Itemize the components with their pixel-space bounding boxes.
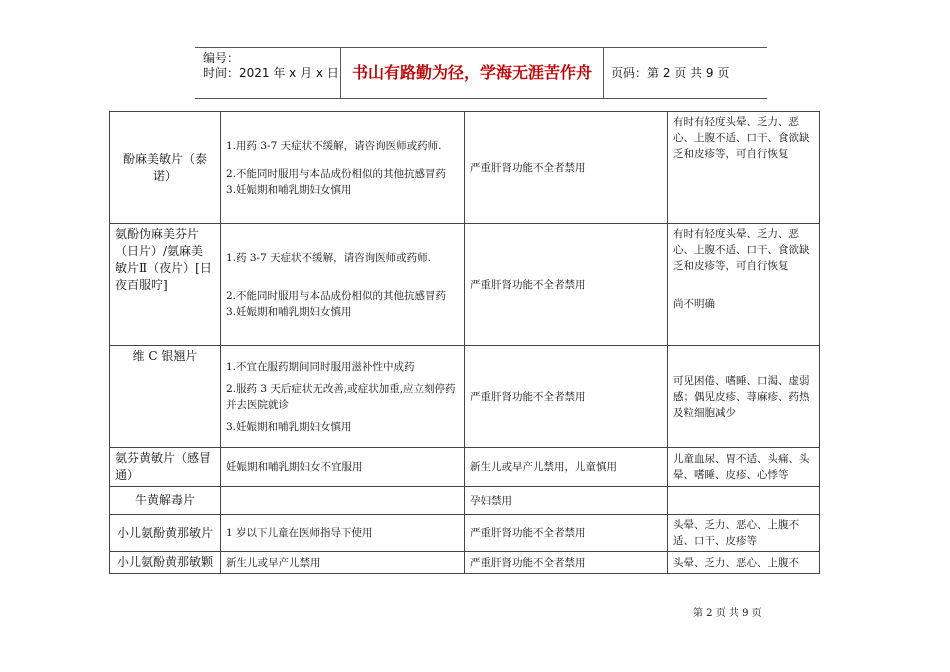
table-row — [110, 448, 820, 487]
adverse-line: 有时有轻度头晕、乏力、恶心、上腹不适、口干、食欲缺乏和皮疹等，可自行恢复 — [673, 116, 810, 160]
drug-notes — [221, 112, 465, 224]
drug-name: 维 C 银翘片 — [110, 346, 221, 448]
drug-notes: 新生儿或早产儿禁用 — [221, 552, 465, 574]
drug-adverse: 头晕、乏力、恶心、上腹不适、口干、皮疹等 — [668, 515, 820, 552]
page-header — [195, 47, 767, 99]
table-row — [110, 552, 820, 574]
header-meta — [195, 48, 341, 98]
note-line: 2.服药 3 天后症状无改善,或症状加重,应立刻停药并去医院就诊 — [226, 382, 456, 411]
header-page-label: 页码：第 2 页 共 9 页 — [611, 66, 730, 80]
drug-name: 小儿氨酚黄那敏片 — [110, 515, 221, 552]
adverse-line: 尚不明确 — [673, 298, 715, 310]
drug-contraindication: 严重肝肾功能不全者禁用 — [465, 346, 668, 448]
note-line: 1.不宜在服药期间同时服用滋补性中成药 — [226, 360, 415, 373]
drug-name: 牛黄解毒片 — [110, 487, 221, 515]
adverse-line: 有时有轻度头晕、乏力、恶心、上腹不适、口干、食欲缺乏和皮疹等，可自行恢复 — [673, 228, 810, 272]
drug-contraindication: 严重肝肾功能不全者禁用 — [465, 552, 668, 574]
number-label: 编号： — [203, 51, 240, 65]
drug-name: 酚麻美敏片（泰诺） — [110, 112, 221, 224]
drug-contraindication: 孕妇禁用 — [465, 487, 668, 515]
drug-notes — [221, 346, 465, 448]
note-line: 1.药 3-7 天症状不缓解，请咨询医师或药师. — [226, 251, 431, 264]
drug-adverse — [668, 487, 820, 515]
drug-adverse: 可见困倦、嗜睡、口渴、虚弱感；偶见皮疹、荨麻疹、药热及粒细胞减少 — [668, 346, 820, 448]
table-row — [110, 515, 820, 552]
drug-adverse: 儿童血尿、胃不适、头痛、头晕、嗜睡、皮疹、心悸等 — [668, 448, 820, 487]
drug-name: 氨芬黄敏片（感冒通） — [110, 448, 221, 487]
note-line: 1.用药 3-7 天症状不缓解，请咨询医师或药师. — [226, 139, 442, 152]
note-line: 3.妊娠期和哺乳期妇女慎用 — [226, 420, 352, 433]
note-line: 3.妊娠期和哺乳期妇女慎用 — [226, 305, 352, 318]
drug-contraindication: 新生儿或早产儿禁用，儿童慎用 — [465, 448, 668, 487]
note-line: 2.不能同时服用与本品成份相似的其他抗感冒药 — [226, 289, 447, 302]
table-row — [110, 224, 820, 346]
drug-notes: 妊娠期和哺乳期妇女不宜服用 — [221, 448, 465, 487]
drug-notes: 1 岁以下儿童在医师指导下使用 — [221, 515, 465, 552]
drug-adverse: 头晕、乏力、恶心、上腹不 — [668, 552, 820, 574]
note-line: 2.不能同时服用与本品成份相似的其他抗感冒药 — [226, 167, 447, 180]
drug-contraindication: 严重肝肾功能不全者禁用 — [465, 224, 668, 346]
note-line: 3.妊娠期和哺乳期妇女慎用 — [226, 183, 352, 196]
table-row — [110, 346, 820, 448]
drug-notes — [221, 224, 465, 346]
drug-adverse — [668, 112, 820, 224]
drug-table — [109, 111, 820, 574]
table-row — [110, 487, 820, 515]
drug-contraindication: 严重肝肾功能不全者禁用 — [465, 112, 668, 224]
drug-name: 小儿氨酚黄那敏颗 — [110, 552, 221, 574]
page-footer: 第 2 页 共 9 页 — [693, 608, 762, 619]
drug-adverse — [668, 224, 820, 346]
header-motto: 书山有路勤为径，学海无涯苦作舟 — [341, 48, 604, 98]
drug-contraindication: 严重肝肾功能不全者禁用 — [465, 515, 668, 552]
table-row — [110, 112, 820, 224]
time-label: 时间：2021 年 x 月 x 日 — [203, 66, 339, 80]
drug-name: 氨酚伪麻美芬片（日片）/氨麻美敏片Ⅱ（夜片）[日夜百服咛] — [110, 224, 221, 346]
drug-notes — [221, 487, 465, 515]
